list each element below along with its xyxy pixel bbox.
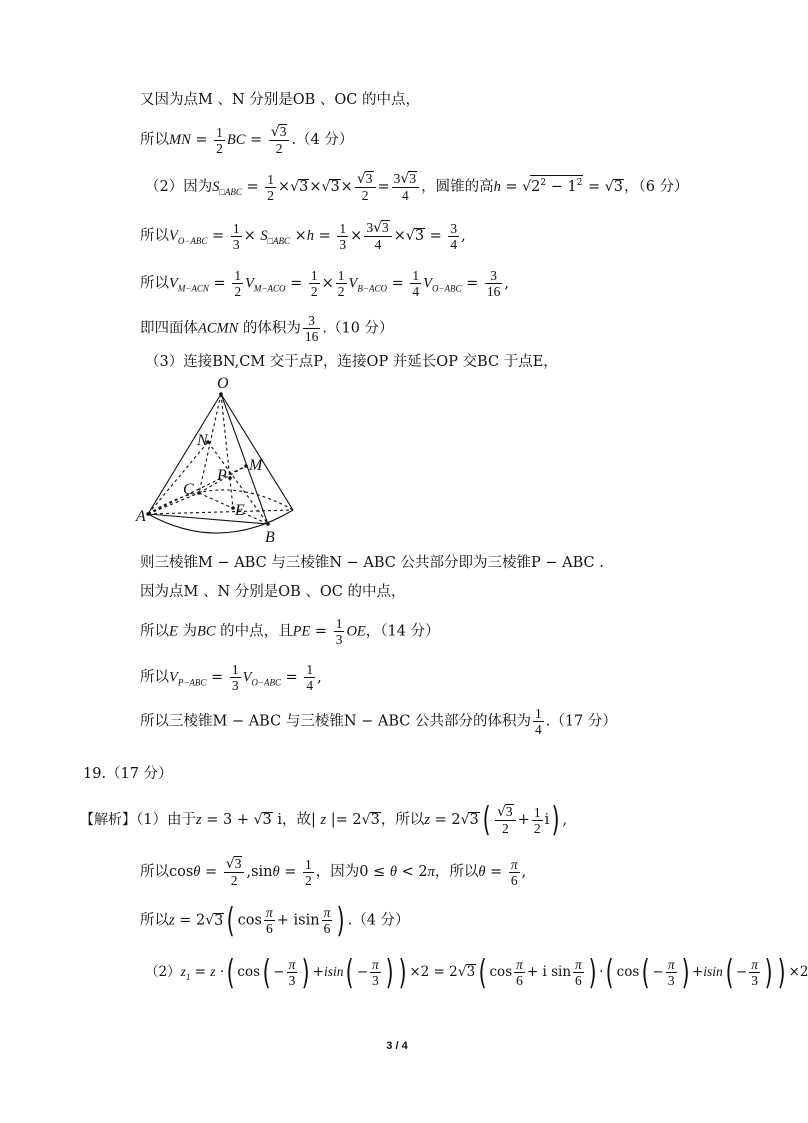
solution-line-2: 所以cosθ = $\frac{√3}{2}$ ,sinθ = $\frac{1}{2}$ ，因为0 ≤ θ < 2π，所以θ = $\frac{\pi}{6}$ ,	[140, 856, 527, 888]
text-line-11: 所以$V_{P-ABC}$ = $\frac{1}{3}$ $V_{O-ABC}$ = $\frac{1}{4}$ ,	[140, 662, 322, 693]
cone-figure	[135, 372, 305, 547]
text-line-5: 所以$V_{M-ACN}$ = $\frac{1}{2}$ $V_{M-ACO}$ = $\frac{1}{2}$ × $\frac{1}{2}$ $V_{B-ACO}$ = $\frac{1}{4}$ $V_{O-ABC}$ = $\frac{3}{16}$ ,	[140, 268, 510, 299]
text-line-12: 所以三棱锥M − ABC 与三棱锥N − ABC 公共部分的体积为 $\frac{1}{4}$ .（17 分）	[140, 706, 617, 737]
base-back-arc	[148, 490, 293, 514]
text-line-3: （2）因为$S_{□ABC}$ = $\frac{1}{2}$ ×√3×√3× $\frac{√3}{2}$ = $\frac{3√3}{4}$ ，圆锥的高$h = √2^2 - 1^2 = √3$，（6 分）	[145, 171, 689, 203]
base-diameter	[148, 510, 293, 514]
label-B: B	[265, 529, 275, 546]
label-E: E	[235, 502, 245, 519]
point-M	[244, 464, 248, 468]
text-line-10: 所以E 为BC 的中点，且PE = $\frac{1}{3}$ OE，（14 分）	[140, 616, 440, 647]
text-line-9: 因为点M 、N 分别是OB 、OC 的中点，	[140, 584, 406, 600]
text-line-8: 则三棱锥M − ABC 与三棱锥N − ABC 公共部分即为三棱锥P − ABC .	[140, 555, 604, 571]
text-line-6: 即四面体ACMN 的体积为 $\frac{3}{16}$ .（10 分）	[140, 313, 394, 344]
point-A	[146, 512, 150, 516]
label-M: M	[249, 457, 263, 474]
solution-line-4: $(2)z_1 = z$ ·( cos( − $\frac{\pi}{3}$ ) +isin( − $\frac{\pi}{3}$ ) ) ×2 = 2√3 ( cos $\frac{\pi}{6}$ + i sin $\frac{\pi}{6}$ ) ·( cos( − $\frac{\pi}{3}$ ) +isin( − $\frac{\pi}{3}$ ) ) ×2	[145, 952, 808, 993]
question-19-heading: 19.（17 分）	[83, 766, 173, 782]
text-line-2: 所以MN = $\frac{1}{2}$ BC = $\frac{√3}{2}$ .（4 分）	[140, 124, 354, 156]
label-A: A	[136, 508, 146, 525]
label-P: P	[217, 467, 227, 484]
page-number: 3 / 4	[386, 1040, 408, 1052]
label-N: N	[197, 432, 208, 449]
point-B	[266, 522, 270, 526]
label-O: O	[217, 375, 229, 392]
text-line-1: 又因为点M 、N 分别是OB 、OC 的中点，	[140, 92, 420, 108]
solution-line-3: 所以z = 2√3 ( cos $\frac{\pi}{6}$ + isin $\frac{\pi}{6}$ ) .（4 分）	[140, 900, 410, 941]
point-O	[219, 392, 223, 396]
label-C: C	[183, 481, 194, 498]
text-line-7: （3）连接BN,CM 交于点P，连接OP 并延长OP 交BC 于点E，	[145, 354, 558, 370]
point-P	[228, 476, 232, 480]
edge-AN	[148, 442, 208, 514]
point-C	[197, 491, 201, 495]
solution-line-1: 【解析】（1）由于z = 3 + √3 i，故| z |= 2√3，所以z = 2√3 ( $\frac{√3}{2}$ + $\frac{1}{2}$ i) ,	[80, 800, 568, 840]
text-line-4: 所以$V_{O-ABC}$ = $\frac{1}{3}$ × $S_{□ABC} \times h$ = $\frac{1}{3}$ × $\frac{3√3}{4}$ ×√3 = $\frac{3}{4}$ ,	[140, 220, 466, 252]
